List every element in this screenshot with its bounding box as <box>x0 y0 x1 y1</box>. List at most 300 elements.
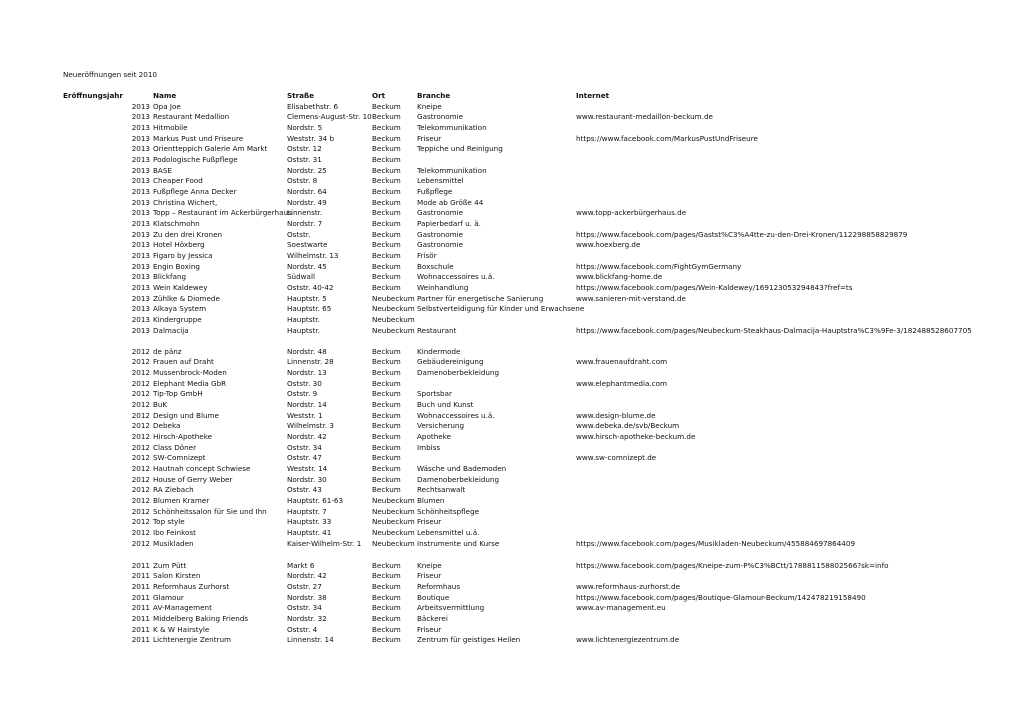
cell-branch: Damenoberbekleidung <box>417 367 500 377</box>
cell-street: Nordstr. 64 <box>287 186 327 196</box>
cell-place: Beckum <box>372 208 401 218</box>
cell-year: 2012 <box>131 528 150 538</box>
table-row <box>0 507 1024 518</box>
table-row <box>0 432 1024 443</box>
cell-internet[interactable]: www.lichtenergiezentrum.de <box>576 635 680 645</box>
cell-internet[interactable]: www.hirsch-apotheke-beckum.de <box>576 431 696 441</box>
cell-name: House of Gerry Weber <box>153 474 233 484</box>
cell-place: Beckum <box>372 240 401 250</box>
cell-name: Dalmacija <box>153 325 189 335</box>
cell-branch: Versicherung <box>417 421 465 431</box>
cell-internet[interactable]: https://www.facebook.com/pages/Kneipe-zum-P%C3%BCtt/178881158802566?sk=info <box>576 560 889 570</box>
cell-branch: Lebensmittel <box>417 176 464 186</box>
cell-place: Beckum <box>372 112 401 122</box>
cell-street: Nordstr. 38 <box>287 592 327 602</box>
cell-place: Beckum <box>372 410 401 420</box>
table-header <box>0 91 1024 102</box>
cell-place: Beckum <box>372 283 401 293</box>
cell-year: 2012 <box>131 367 150 377</box>
table-row <box>0 475 1024 486</box>
table-row <box>0 187 1024 198</box>
cell-name: Engin Boxing <box>153 261 200 271</box>
cell-street: Oststr. 43 <box>287 485 322 495</box>
cell-name: Hitmobile <box>153 122 188 132</box>
cell-place: Beckum <box>372 635 401 645</box>
cell-branch: Friseur <box>417 133 442 143</box>
cell-place: Beckum <box>372 592 401 602</box>
table-row <box>0 219 1024 230</box>
cell-place: Neubeckum <box>372 528 415 538</box>
cell-street: Nordstr. 30 <box>287 474 327 484</box>
cell-name: Fußpflege Anna Decker <box>153 186 237 196</box>
cell-internet[interactable]: www.reformhaus-zurhorst.de <box>576 581 680 591</box>
table-row <box>0 421 1024 432</box>
header-name: Name <box>153 91 177 100</box>
cell-name: Figaro by Jessica <box>153 251 213 261</box>
cell-street: Oststr. 9 <box>287 389 318 399</box>
cell-name: Hautnah concept Schwiese <box>153 463 251 473</box>
cell-branch: Wäsche und Bademoden <box>417 463 507 473</box>
cell-name: Elephant Media GbR <box>153 378 227 388</box>
cell-name: Zühlke & Diomede <box>153 293 220 303</box>
cell-street: Hauptstr. 41 <box>287 528 332 538</box>
cell-street: Oststr. 34 <box>287 603 322 613</box>
cell-branch: Teppiche und Reinigung <box>417 144 503 154</box>
cell-name: Hirsch-Apotheke <box>153 431 213 441</box>
cell-place: Beckum <box>372 624 401 634</box>
cell-year: 2012 <box>131 463 150 473</box>
cell-place: Beckum <box>372 581 401 591</box>
cell-place: Neubeckum <box>372 315 415 325</box>
cell-place: Beckum <box>372 571 401 581</box>
table-row <box>0 571 1024 582</box>
cell-branch: Bäckerei <box>417 613 448 623</box>
cell-year: 2012 <box>131 399 150 409</box>
cell-year: 2012 <box>131 485 150 495</box>
cell-name: Middelberg Baking Friends <box>153 613 249 623</box>
cell-street: Hauptstr. 5 <box>287 293 327 303</box>
table-row <box>0 379 1024 390</box>
cell-internet[interactable]: https://www.facebook.com/pages/Wein-Kaldewey/169123053294843?fref=ts <box>576 283 853 293</box>
cell-branch: Mode ab Größe 44 <box>417 197 484 207</box>
cell-street: Wilhelmstr. 3 <box>287 421 334 431</box>
cell-name: Lichtenergie Zentrum <box>153 635 232 645</box>
cell-place: Beckum <box>372 357 401 367</box>
table-row <box>0 315 1024 326</box>
cell-place: Beckum <box>372 197 401 207</box>
cell-branch: Frisör <box>417 251 437 261</box>
cell-year: 2013 <box>131 176 150 186</box>
cell-name: K & W Hairstyle <box>153 624 210 634</box>
cell-name: Klatschmohn <box>153 218 200 228</box>
header-branch: Branche <box>417 91 451 100</box>
cell-name: Debeka <box>153 421 181 431</box>
table-row <box>0 283 1024 294</box>
table-row <box>0 443 1024 454</box>
cell-year: 2013 <box>131 154 150 164</box>
cell-street: Nordstr. 42 <box>287 431 327 441</box>
cell-name: Mussenbrock-Moden <box>153 367 227 377</box>
table-row <box>0 357 1024 368</box>
cell-place: Neubeckum <box>372 496 415 506</box>
cell-name: Hotel Höxberg <box>153 240 205 250</box>
cell-name: Orientteppich Galerie Am Markt <box>153 144 268 154</box>
cell-place: Beckum <box>372 485 401 495</box>
table-row <box>0 134 1024 145</box>
cell-internet[interactable]: www.av-management.eu <box>576 603 666 613</box>
cell-branch: Sportsbar <box>417 389 452 399</box>
cell-year: 2012 <box>131 453 150 463</box>
cell-place: Beckum <box>372 176 401 186</box>
cell-name: SW-Comnizept <box>153 453 206 463</box>
cell-branch: Arbeitsvermittlung <box>417 603 485 613</box>
cell-place: Beckum <box>372 442 401 452</box>
cell-place: Beckum <box>372 421 401 431</box>
cell-branch: Fußpflege <box>417 186 453 196</box>
cell-year: 2012 <box>131 357 150 367</box>
cell-branch: Kneipe <box>417 560 442 570</box>
cell-branch: Gebäudereinigung <box>417 357 484 367</box>
cell-year: 2013 <box>131 186 150 196</box>
cell-place: Neubeckum <box>372 538 415 548</box>
cell-place: Beckum <box>372 346 401 356</box>
cell-year: 2011 <box>131 624 150 634</box>
cell-place: Neubeckum <box>372 325 415 335</box>
cell-name: Opa Joe <box>153 101 181 111</box>
cell-place: Beckum <box>372 218 401 228</box>
cell-internet[interactable]: www.topp-ackerbürgerhaus.de <box>576 208 687 218</box>
cell-year: 2011 <box>131 613 150 623</box>
cell-branch: Zentrum für geistiges Heilen <box>417 635 521 645</box>
cell-internet[interactable]: https://www.facebook.com/pages/Boutique-Glamour-Beckum/142478219158490 <box>576 592 866 602</box>
table-row <box>0 411 1024 422</box>
cell-internet[interactable]: www.debeka.de/svb/Beckum <box>576 421 680 431</box>
table-row <box>0 368 1024 379</box>
table-row <box>0 208 1024 219</box>
cell-street: Oststr. 12 <box>287 144 322 154</box>
cell-place: Beckum <box>372 367 401 377</box>
cell-name: Reformhaus Zurhorst <box>153 581 230 591</box>
table-row <box>0 400 1024 411</box>
cell-branch: Blumen <box>417 496 445 506</box>
cell-internet[interactable]: https://www.facebook.com/FightGymGermany <box>576 261 742 271</box>
cell-street: Nordstr. 25 <box>287 165 327 175</box>
cell-name: Markus Pust und Friseure <box>153 133 244 143</box>
table-row <box>0 294 1024 305</box>
cell-place: Beckum <box>372 122 401 132</box>
cell-year: 2012 <box>131 442 150 452</box>
cell-year: 2012 <box>131 389 150 399</box>
table-row <box>0 326 1024 337</box>
cell-internet[interactable]: https://www.facebook.com/pages/Musikladen-Neubeckum/455884697864409 <box>576 538 856 548</box>
table-row <box>0 517 1024 528</box>
cell-year: 2012 <box>131 346 150 356</box>
cell-year: 2013 <box>131 251 150 261</box>
cell-place: Beckum <box>372 229 401 239</box>
cell-street: Nordstr. 49 <box>287 197 327 207</box>
cell-street: Nordstr. 32 <box>287 613 327 623</box>
cell-branch: Schönheitspflege <box>417 506 480 516</box>
cell-place: Beckum <box>372 474 401 484</box>
cell-street: Clemens-August-Str. 10 <box>287 112 372 122</box>
cell-year: 2011 <box>131 635 150 645</box>
cell-place: Neubeckum <box>372 304 415 314</box>
cell-year: 2013 <box>131 272 150 282</box>
table-row <box>0 593 1024 604</box>
cell-place: Beckum <box>372 560 401 570</box>
cell-name: BuK <box>153 399 168 409</box>
cell-year: 2013 <box>131 304 150 314</box>
cell-branch: Gastronomie <box>417 240 464 250</box>
document-title: Neueröffnungen seit 2010 <box>63 70 157 79</box>
cell-internet[interactable]: https://www.facebook.com/MarkusPustUndFriseure <box>576 133 758 143</box>
cell-place: Beckum <box>372 389 401 399</box>
table-row <box>0 304 1024 315</box>
cell-street: Nordstr. 13 <box>287 367 327 377</box>
cell-street: Nordstr. 42 <box>287 571 327 581</box>
cell-street: Nordstr. 14 <box>287 399 327 409</box>
cell-name: Frauen auf Draht <box>153 357 214 367</box>
cell-branch: Wohnaccessoires u.ä. <box>417 410 495 420</box>
cell-year: 2012 <box>131 496 150 506</box>
cell-name: AV-Management <box>153 603 212 613</box>
cell-place: Beckum <box>372 463 401 473</box>
cell-street: Südwall <box>287 272 315 282</box>
cell-street: Hauptstr. 65 <box>287 304 332 314</box>
cell-internet[interactable]: www.blickfang-home.de <box>576 272 663 282</box>
table-row <box>0 561 1024 572</box>
cell-year: 2012 <box>131 506 150 516</box>
cell-branch: Selbstverteidigung für Kinder und Erwachsene <box>417 304 585 314</box>
cell-street: Oststr. 47 <box>287 453 322 463</box>
cell-year: 2013 <box>131 112 150 122</box>
cell-street: Elisabethstr. 6 <box>287 101 339 111</box>
table-row <box>0 251 1024 262</box>
cell-branch: Weinhandlung <box>417 283 469 293</box>
cell-branch: Wohnaccessoires u.ä. <box>417 272 495 282</box>
table-row <box>0 539 1024 550</box>
table-row <box>0 635 1024 646</box>
cell-street: Oststr. <box>287 229 311 239</box>
cell-year: 2013 <box>131 261 150 271</box>
table-row <box>0 230 1024 241</box>
cell-internet[interactable]: www.design-blume.de <box>576 410 656 420</box>
table-row <box>0 262 1024 273</box>
table-row <box>0 240 1024 251</box>
cell-place: Beckum <box>372 399 401 409</box>
cell-street: Linnenstr. <box>287 208 323 218</box>
cell-street: Nordstr. 7 <box>287 218 323 228</box>
cell-branch: Partner für energetische Sanierung <box>417 293 544 303</box>
cell-street: Weststr. 34 b <box>287 133 335 143</box>
cell-street: Linnenstr. 28 <box>287 357 334 367</box>
cell-internet[interactable]: www.hoexberg.de <box>576 240 641 250</box>
cell-branch: Kindermode <box>417 346 461 356</box>
cell-place: Beckum <box>372 272 401 282</box>
table-row <box>0 198 1024 209</box>
cell-branch: Reformhaus <box>417 581 461 591</box>
cell-internet[interactable]: https://www.facebook.com/pages/Gastst%C3%A4tte-zu-den-Drei-Kronen/112298858829879 <box>576 229 908 239</box>
cell-year: 2013 <box>131 197 150 207</box>
cell-year: 2011 <box>131 592 150 602</box>
cell-name: Glamour <box>153 592 184 602</box>
cell-year: 2013 <box>131 144 150 154</box>
cell-name: Zum Pütt <box>153 560 187 570</box>
cell-year: 2013 <box>131 325 150 335</box>
table-row <box>0 102 1024 113</box>
cell-internet[interactable]: https://www.facebook.com/pages/Neubeckum-Steakhaus-Dalmacija-Hauptstra%C3%9Fe-3/182488528607705 <box>576 325 972 335</box>
cell-place: Beckum <box>372 133 401 143</box>
cell-place: Beckum <box>372 453 401 463</box>
cell-name: Schönheitssalon für Sie und Ihn <box>153 506 267 516</box>
cell-name: Design und Blume <box>153 410 219 420</box>
table-row <box>0 614 1024 625</box>
cell-branch: Friseur <box>417 571 442 581</box>
cell-street: Oststr. 8 <box>287 176 318 186</box>
cell-street: Weststr. 1 <box>287 410 323 420</box>
cell-street: Nordstr. 48 <box>287 346 327 356</box>
cell-branch: Rechtsanwalt <box>417 485 466 495</box>
cell-year: 2013 <box>131 283 150 293</box>
cell-name: Ibo Feinkost <box>153 528 196 538</box>
cell-street: Soestwarte <box>287 240 328 250</box>
table-row <box>0 166 1024 177</box>
cell-name: Restaurant Medallion <box>153 112 230 122</box>
table-row <box>0 389 1024 400</box>
cell-street: Oststr. 27 <box>287 581 322 591</box>
cell-place: Beckum <box>372 603 401 613</box>
cell-year: 2012 <box>131 410 150 420</box>
cell-branch: Damenoberbekleidung <box>417 474 500 484</box>
table-row <box>0 582 1024 593</box>
cell-year: 2013 <box>131 133 150 143</box>
cell-street: Nordstr. 45 <box>287 261 327 271</box>
cell-name: Cheaper Food <box>153 176 203 186</box>
cell-year: 2012 <box>131 421 150 431</box>
cell-name: Christina Wichert, <box>153 197 218 207</box>
cell-internet[interactable]: www.sw-comnizept.de <box>576 453 657 463</box>
cell-year: 2012 <box>131 517 150 527</box>
cell-place: Beckum <box>372 261 401 271</box>
cell-street: Markt 6 <box>287 560 315 570</box>
cell-name: Kindergruppe <box>153 315 202 325</box>
cell-year: 2011 <box>131 603 150 613</box>
cell-internet[interactable]: www.restaurant-medaillon-beckum.de <box>576 112 713 122</box>
cell-name: Zu den drei Kronen <box>153 229 223 239</box>
cell-name: Musikladen <box>153 538 194 548</box>
cell-name: Alkaya System <box>153 304 207 314</box>
cell-name: Top style <box>153 517 185 527</box>
table-row <box>0 347 1024 358</box>
cell-place: Beckum <box>372 251 401 261</box>
cell-branch: Boxschule <box>417 261 454 271</box>
table-row <box>0 123 1024 134</box>
cell-year: 2011 <box>131 571 150 581</box>
header-place: Ort <box>372 91 386 100</box>
cell-place: Neubeckum <box>372 293 415 303</box>
cell-street: Nordstr. 5 <box>287 122 323 132</box>
table-row <box>0 112 1024 123</box>
cell-place: Beckum <box>372 431 401 441</box>
cell-name: Tip-Top GmbH <box>153 389 203 399</box>
cell-year: 2012 <box>131 378 150 388</box>
header-internet: Internet <box>576 91 610 100</box>
cell-name: de pänz <box>153 346 182 356</box>
cell-year: 2011 <box>131 581 150 591</box>
table-row <box>0 464 1024 475</box>
cell-year: 2013 <box>131 218 150 228</box>
cell-street: Hauptstr. 61-63 <box>287 496 344 506</box>
cell-street: Oststr. 34 <box>287 442 322 452</box>
cell-branch: Apotheke <box>417 431 451 441</box>
cell-branch: Gastronomie <box>417 112 464 122</box>
cell-place: Beckum <box>372 613 401 623</box>
table-row <box>0 603 1024 614</box>
cell-branch: Papierbedarf u. ä. <box>417 218 481 228</box>
cell-street: Hauptstr. 7 <box>287 506 327 516</box>
table-row <box>0 144 1024 155</box>
cell-branch: Friseur <box>417 624 442 634</box>
cell-year: 2013 <box>131 315 150 325</box>
cell-branch: Gastronomie <box>417 208 464 218</box>
cell-branch: Restaurant <box>417 325 457 335</box>
cell-year: 2013 <box>131 208 150 218</box>
cell-year: 2013 <box>131 293 150 303</box>
cell-branch: Gastronomie <box>417 229 464 239</box>
cell-branch: Telekommunikation <box>417 122 487 132</box>
cell-branch: Telekommunikation <box>417 165 487 175</box>
cell-branch: Lebensmittel u.ä. <box>417 528 480 538</box>
cell-internet[interactable]: www.sanieren-mit-verstand.de <box>576 293 686 303</box>
cell-street: Linnenstr. 14 <box>287 635 334 645</box>
cell-street: Oststr. 40-42 <box>287 283 334 293</box>
cell-street: Oststr. 31 <box>287 154 322 164</box>
cell-year: 2011 <box>131 560 150 570</box>
cell-street: Weststr. 14 <box>287 463 328 473</box>
cell-year: 2013 <box>131 229 150 239</box>
cell-name: Blumen Kramer <box>153 496 210 506</box>
cell-year: 2012 <box>131 474 150 484</box>
cell-place: Beckum <box>372 154 401 164</box>
cell-place: Beckum <box>372 101 401 111</box>
cell-place: Beckum <box>372 378 401 388</box>
cell-street: Kaiser-Wilhelm-Str. 1 <box>287 538 362 548</box>
cell-street: Oststr. 30 <box>287 378 322 388</box>
cell-branch: Kneipe <box>417 101 442 111</box>
cell-branch: Buch und Kunst <box>417 399 474 409</box>
cell-place: Beckum <box>372 186 401 196</box>
table-row <box>0 155 1024 166</box>
table-row <box>0 272 1024 283</box>
cell-internet[interactable]: www.elephantmedia.com <box>576 378 668 388</box>
table-row <box>0 625 1024 636</box>
cell-name: RA Ziebach <box>153 485 194 495</box>
table-row <box>0 176 1024 187</box>
cell-name: Blickfang <box>153 272 187 282</box>
cell-branch: Instrumente und Kurse <box>417 538 500 548</box>
cell-internet[interactable]: www.frauenaufdraht.com <box>576 357 668 367</box>
cell-branch: Imbiss <box>417 442 441 452</box>
table-row <box>0 528 1024 539</box>
cell-year: 2012 <box>131 538 150 548</box>
cell-street: Hauptstr. 33 <box>287 517 332 527</box>
cell-year: 2013 <box>131 165 150 175</box>
table-row <box>0 453 1024 464</box>
cell-place: Beckum <box>372 165 401 175</box>
cell-name: Salon Kirsten <box>153 571 201 581</box>
cell-name: Wein Kaldewey <box>153 283 208 293</box>
cell-branch: Boutique <box>417 592 450 602</box>
